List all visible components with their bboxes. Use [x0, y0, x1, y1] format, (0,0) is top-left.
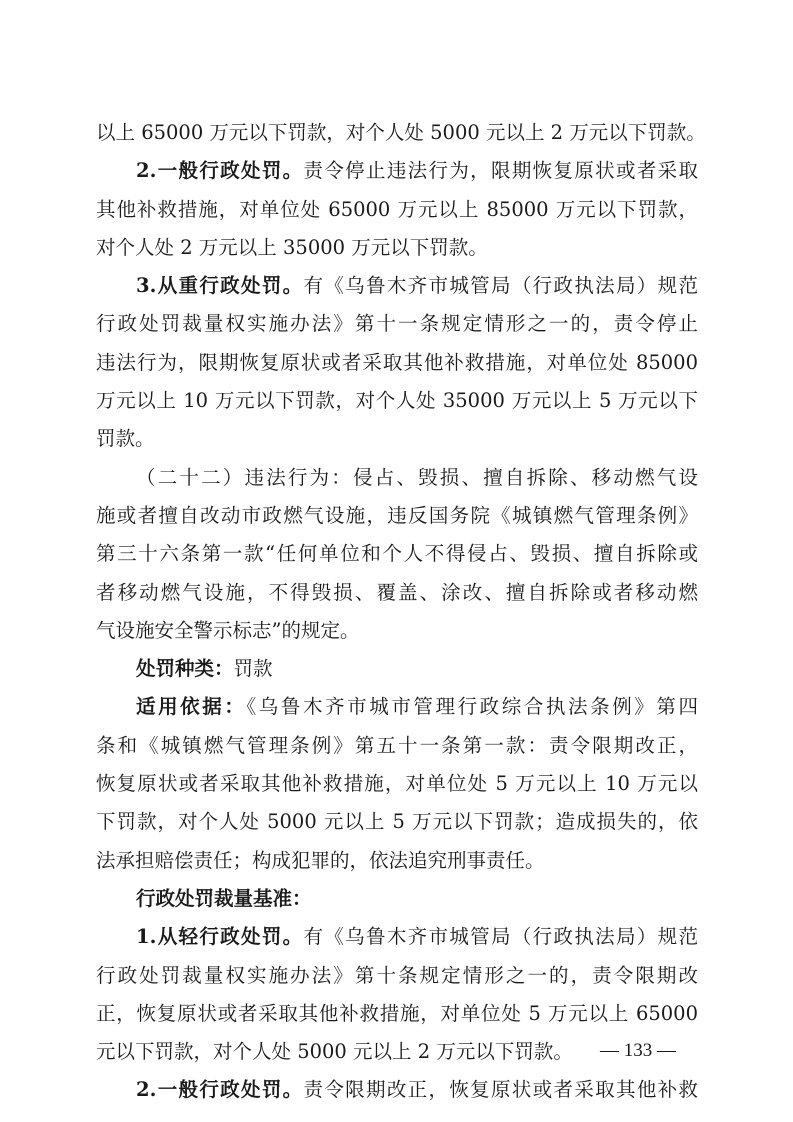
line-text: 罚款 — [233, 657, 273, 681]
bold-heading: 适用依据： — [136, 695, 247, 719]
line-text: 气设施安全警示标志”的规定。 — [96, 618, 360, 642]
line-text: 正，恢复原状或者采取其他补救措施，对单位处 5 万元以上 65000 — [96, 1001, 698, 1025]
text-line — [96, 727, 698, 765]
line-text: 下罚款，对个人处 5000 元以上 5 万元以下罚款；造成损失的，依 — [96, 810, 698, 834]
text-line — [96, 420, 698, 458]
text-line — [96, 574, 698, 612]
text-line — [96, 382, 698, 420]
text-line — [96, 267, 698, 305]
text-line — [96, 612, 698, 650]
line-text: 《乌鲁木齐市城市管理行政综合执法条例》第四 — [246, 695, 698, 719]
text-line — [96, 957, 698, 995]
text-line — [96, 305, 698, 343]
text-line — [96, 191, 698, 229]
line-text: 元以下罚款，对个人处 5000 元以上 2 万元以下罚款。 — [96, 1040, 573, 1064]
line-text: 法承担赔偿责任；构成犯罪的，依法追究刑事责任。 — [96, 848, 545, 872]
bold-heading: 行政处罚裁量基准： — [136, 886, 312, 910]
text-line — [96, 459, 698, 497]
line-text: 责令限期改正，恢复原状或者采取其他补救 — [303, 1078, 698, 1102]
text-line — [96, 995, 698, 1033]
text-line — [96, 535, 698, 573]
line-text: 万元以上 10 万元以下罚款，对个人处 35000 万元以上 5 万元以下 — [96, 389, 698, 413]
text-line — [96, 842, 698, 880]
line-text: 者移动燃气设施，不得毁损、覆盖、涂改、擅自拆除或者移动燃 — [96, 580, 698, 604]
line-text: 对个人处 2 万元以上 35000 万元以下罚款。 — [96, 235, 488, 259]
line-text: 恢复原状或者采取其他补救措施，对单位处 5 万元以上 10 万元以 — [96, 772, 698, 796]
line-text: 其他补救措施，对单位处 65000 万元以上 85000 万元以下罚款， — [96, 197, 698, 221]
text-line — [96, 497, 698, 535]
line-text: 违法行为，限期恢复原状或者采取其他补救措施，对单位处 85000 — [96, 350, 698, 374]
line-text: 行政处罚裁量权实施办法》第十一条规定情形之一的，责令停止 — [96, 312, 698, 336]
line-text: 第三十六条第一款“任何单位和个人不得侵占、毁损、擅自拆除或 — [96, 542, 698, 566]
text-line — [96, 803, 698, 841]
line-text: 条和《城镇燃气管理条例》第五十一条第一款：责令限期改正， — [96, 733, 698, 757]
text-line — [96, 229, 698, 267]
document-body — [96, 114, 706, 1110]
line-text: 有《乌鲁木齐市城管局（行政执法局）规范 — [303, 925, 698, 949]
line-text: 施或者擅自改动市政燃气设施，违反国务院《城镇燃气管理条例》 — [96, 503, 698, 527]
line-text: 行政处罚裁量权实施办法》第十条规定情形之一的，责令限期改 — [96, 963, 698, 987]
bold-heading: 3.从重行政处罚。 — [136, 274, 304, 298]
text-line — [96, 688, 698, 726]
line-text: 有《乌鲁木齐市城管局（行政执法局）规范 — [303, 274, 698, 298]
bold-heading: 处罚种类： — [136, 657, 234, 681]
bold-heading: 2.一般行政处罚。 — [136, 159, 304, 183]
line-text: 责令停止违法行为，限期恢复原状或者采取 — [303, 159, 698, 183]
text-line — [96, 765, 698, 803]
page-number: — 133 — — [600, 1040, 676, 1061]
line-text: 罚款。 — [96, 427, 155, 451]
line-text: 以上 65000 万元以下罚款，对个人处 5000 元以上 2 万元以下罚款。 — [96, 121, 706, 144]
text-line — [96, 344, 698, 382]
bold-heading: 1.从轻行政处罚。 — [136, 925, 304, 949]
line-text: （二十二）违法行为：侵占、毁损、擅自拆除、移动燃气设 — [136, 465, 698, 489]
bold-heading: 2.一般行政处罚。 — [136, 1078, 304, 1102]
text-line — [96, 1071, 698, 1109]
text-line — [96, 152, 698, 190]
text-line — [96, 650, 698, 688]
text-line — [96, 918, 698, 956]
text-line — [96, 880, 698, 918]
text-line — [96, 114, 706, 152]
